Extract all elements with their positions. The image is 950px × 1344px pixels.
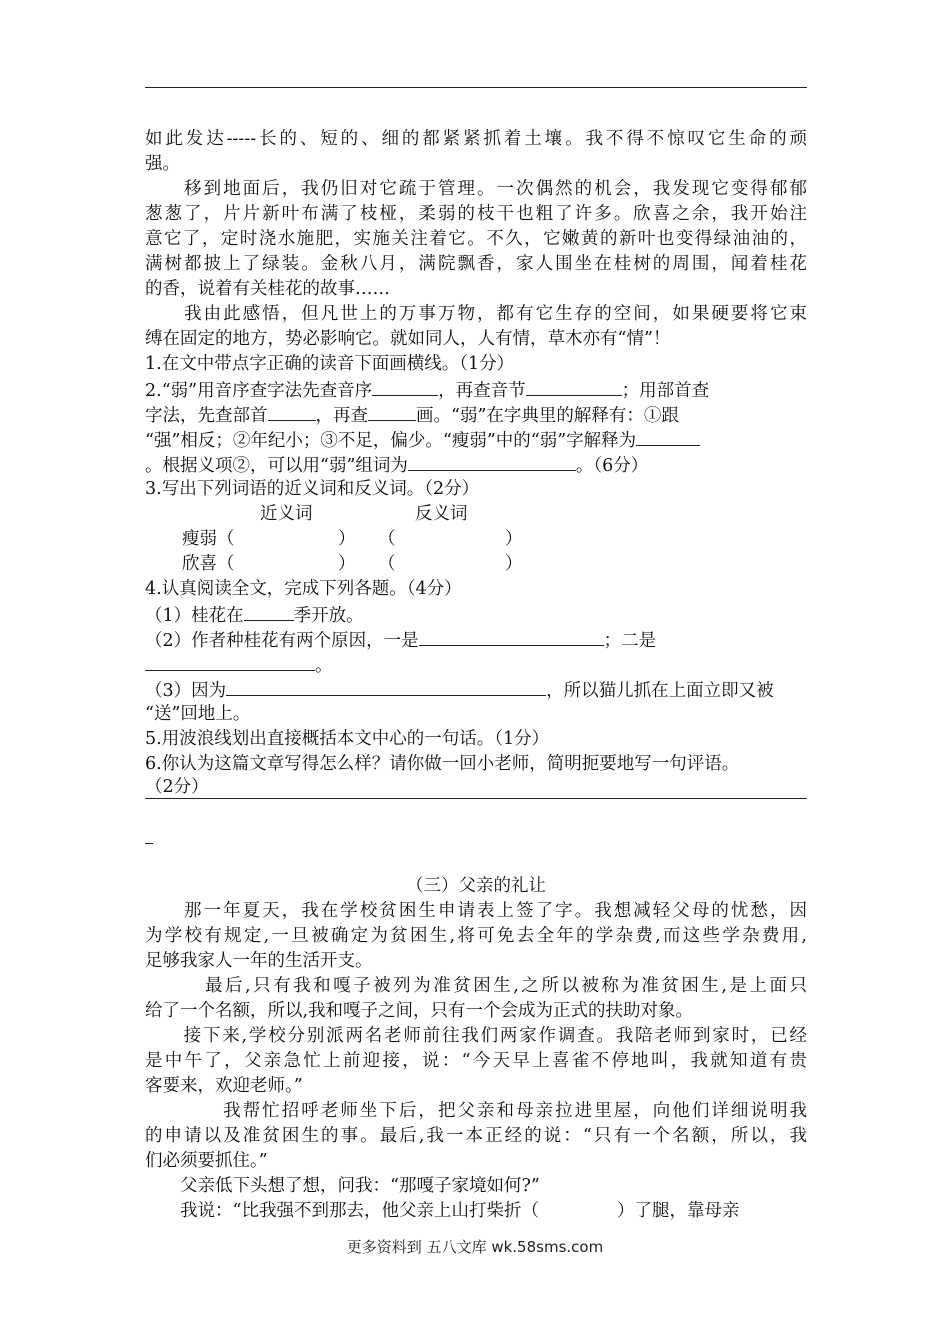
text-line: 接下来,学校分别派两名老师前往我们两家作调查。我陪老师到家时，已经 <box>145 1026 807 1046</box>
paren: ） <box>505 529 523 549</box>
answer-blank[interactable] <box>226 677 546 696</box>
question-2: 2.“弱”用音序查字法先查音序 ，再查音节 ；用部首查 <box>145 377 709 404</box>
question-4-3: （3）因为 ，所以猫儿抓在上面立即又被 <box>145 677 774 704</box>
text-line: 给了一个名额，所以,我和嘎子之间，只有一个会成为正式的扶助对象。 <box>145 1001 694 1021</box>
footer-source: 更多资料到 五八文库 wk.58sms.com <box>346 1238 604 1256</box>
text-line: 客要来，欢迎老师。” <box>145 1076 303 1096</box>
question-4-1: （1）桂花在 季开放。 <box>145 602 364 629</box>
text-line: 强。 <box>145 154 180 174</box>
question-6: 6.你认为这篇文章写得怎么样？请你做一回小老师，简明扼要地写一句评语。 <box>145 754 740 774</box>
question-4-2: （2）作者种桂花有两个原因，一是 ；二是 <box>145 627 656 654</box>
question-4: 4.认真阅读全文，完成下列各题。（4分） <box>145 579 462 599</box>
question-2: 。根据义项②，可以用“弱”组词为 。（6分） <box>145 452 648 479</box>
answer-blank[interactable] <box>636 427 700 446</box>
answer-blank[interactable] <box>244 602 294 621</box>
text-line: 是中午了，父亲急忙上前迎接，说：“今天早上喜雀不停地叫，我就知道有贵 <box>145 1051 807 1071</box>
question-3: 3.写出下列词语的近义词和反义词。（2分） <box>145 479 480 499</box>
text-line: 足够我家人一年的生活开支。 <box>145 951 373 971</box>
text-line: 缚在固定的地方，势必影响它。就如同人，人有情，草木亦有“情”！ <box>145 329 671 349</box>
text-line: 最后,只有我和嘎子被列为准贫困生,之所以被称为准贫困生,是上面只 <box>145 976 807 996</box>
paren: ） <box>505 554 523 574</box>
text-line: 如此发达-----长的、短的、细的都紧紧抓着土壤。我不得不惊叹它生命的顽 <box>145 129 807 149</box>
paren: （ <box>378 554 396 574</box>
question-4-2: 。 <box>145 652 333 679</box>
text-line: 那一年夏天，我在学校贫困生申请表上签了字。我想减轻父母的忧愁，因 <box>145 901 807 921</box>
question-2: 字法，先查部首 ，再查 画。“弱”在字典里的解释有：①跟 <box>145 402 679 429</box>
answer-blank[interactable] <box>419 627 604 646</box>
text-line: 的香，说着有关桂花的故事…… <box>145 279 390 299</box>
text-line: 我帮忙招呼老师坐下后，把父亲和母亲拉进里屋，向他们详细说明我 <box>145 1101 807 1121</box>
answer-line[interactable] <box>145 798 807 799</box>
text-line: 父亲低下头想了想，问我：“那嘎子家境如何?” <box>145 1176 540 1196</box>
text-line: 葱葱了，片片新叶布满了枝桠，柔弱的枝干也粗了许多。欣喜之余，我开始注 <box>145 204 807 224</box>
word-xinxi: 欣喜（ <box>182 554 235 574</box>
text-line: 意它了，定时浇水施肥，实施关注着它。不久，它嫩黄的新叶也变得绿油油的， <box>145 229 807 249</box>
text-line: 满树都披上了绿装。金秋八月，满院飘香，家人围坐在桂树的周围，闻着桂花 <box>145 254 807 274</box>
antonym-heading: 反义词 <box>415 504 468 524</box>
question-2: “强”相反；②年纪小；③不足，偏少。“瘦弱”中的“弱”字解释为 <box>145 427 700 454</box>
word-shouruo: 瘦弱（ <box>182 529 235 549</box>
paren: ） <box>338 529 356 549</box>
answer-blank[interactable] <box>526 377 622 396</box>
paren: （ <box>378 529 396 549</box>
answer-blank[interactable] <box>408 452 576 471</box>
header-rule <box>145 87 807 88</box>
question-5: 5.用波浪线划出直接概括本文中心的一句话。（1分） <box>145 729 550 749</box>
text-line: 我由此感悟，但凡世上的万事万物，都有它生存的空间，如果硬要将它束 <box>145 304 807 324</box>
answer-blank[interactable] <box>145 652 315 671</box>
question-4-3: “送”回地上。 <box>145 704 251 724</box>
paren: ） <box>338 554 356 574</box>
text-line: 为学校有规定,一旦被确定为贫困生,将可免去全年的学杂费,而这些学杂费用, <box>145 926 807 946</box>
stray-dash <box>145 843 153 844</box>
text-line: 我说：“比我强不到那去，他父亲上山打柴折（ ）了腿，靠母亲 <box>145 1201 740 1221</box>
passage-3-title: （三）父亲的礼让 <box>406 876 546 896</box>
text-line: 们必须要抓住。” <box>145 1151 268 1171</box>
text-line: 的申请以及准贫困生的事。最后,我一本正经的说：“只有一个名额，所以，我 <box>145 1126 807 1146</box>
synonym-heading: 近义词 <box>260 504 313 524</box>
text-line: 移到地面后，我仍旧对它疏于管理。一次偶然的机会，我发现它变得郁郁 <box>145 179 807 199</box>
answer-blank[interactable] <box>268 402 316 421</box>
answer-blank[interactable] <box>368 402 416 421</box>
question-6-score: （2分） <box>145 777 209 797</box>
answer-blank[interactable] <box>372 377 438 396</box>
question-1: 1.在文中带点字正确的读音下面画横线。（1分） <box>145 354 515 374</box>
